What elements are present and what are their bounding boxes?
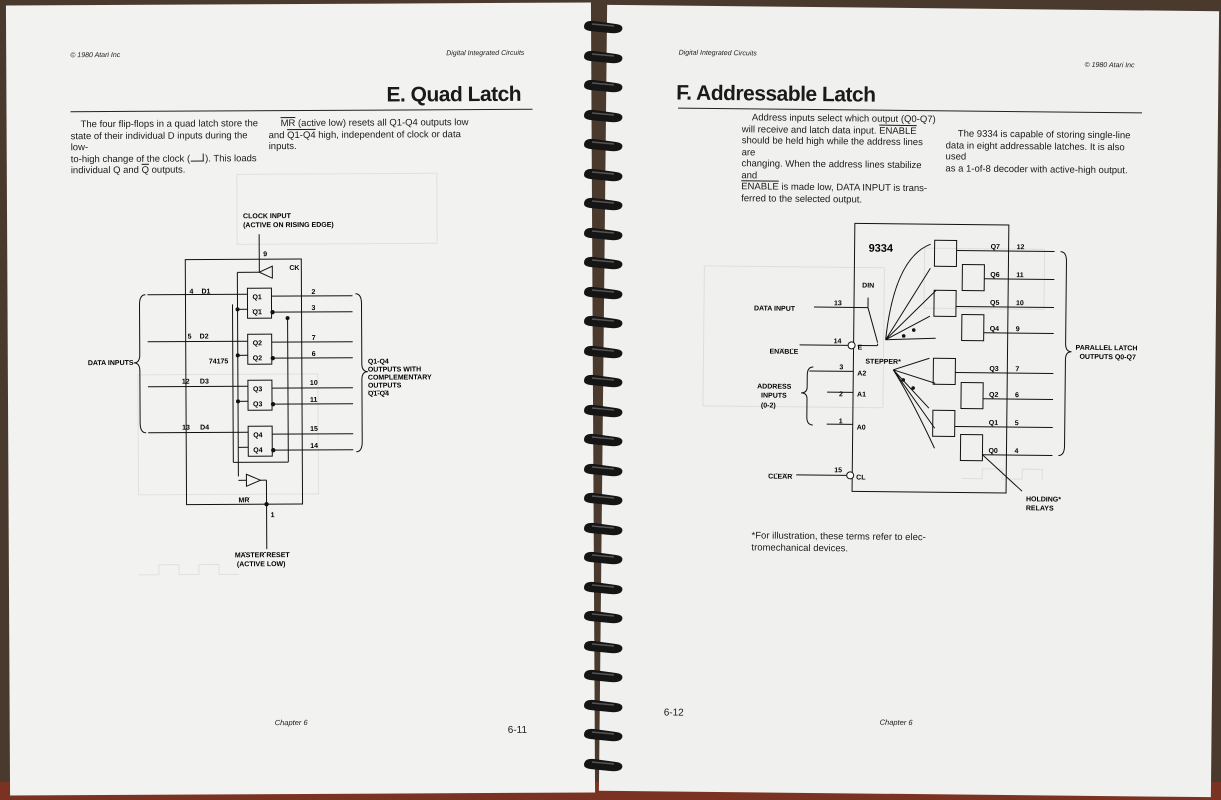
outputs-label-3: COMPLEMENTARY [367, 374, 432, 382]
pin-7: 7 [1015, 366, 1020, 374]
d2-name: D2 [199, 333, 209, 341]
pin-q4: 15 [310, 425, 318, 433]
holding-relays-label-2: RELAYS [1025, 505, 1054, 513]
pin-14: 14 [833, 338, 842, 346]
illustration-footnote: *For illustration, these terms refer to elec- tromechanical devices. [751, 530, 926, 554]
title-rule [70, 109, 532, 112]
binding-coil [580, 254, 628, 272]
pin-13: 13 [833, 300, 842, 308]
pin-9: 9 [1015, 326, 1020, 334]
section-title-quad-latch: E. Quad Latch [386, 82, 522, 107]
binding-coil [580, 608, 628, 626]
binding-coil [580, 225, 628, 243]
left-footer-chapter: Chapter 6 [274, 717, 308, 728]
binding-coil [580, 667, 628, 685]
q4-name: Q4 [253, 432, 263, 440]
clock-input-sublabel: (ACTIVE ON RISING EDGE) [243, 221, 334, 230]
cl-name: CL [856, 474, 866, 482]
stepper-label: STEPPER* [865, 358, 901, 366]
left-header-copyright: © 1980 Atari Inc [70, 51, 121, 60]
pin-4: 4 [1014, 448, 1019, 456]
pin-d4: 13 [182, 424, 190, 432]
pin-mr: 1 [270, 512, 275, 520]
binding-coil [580, 313, 628, 331]
binding-coil [580, 461, 628, 479]
binding-coil [580, 195, 628, 213]
binding-coil [580, 579, 628, 597]
left-page [6, 2, 595, 795]
addressable-latch-paragraph-2: The 9334 is capable of storing single-line data in eight addressable latches. It is also used as a 1-of-8 decoder with active-high output. [945, 128, 1131, 176]
pin-q1: 2 [311, 288, 316, 296]
right-footer-chapter: Chapter 6 [879, 717, 913, 728]
q4n-name: Q4 [253, 447, 263, 455]
binding-coil [580, 77, 628, 95]
address-label-2: INPUTS [761, 392, 787, 400]
q6-name: Q6 [990, 271, 1000, 279]
binding-coil [580, 136, 628, 154]
pin-5: 5 [1014, 420, 1019, 428]
q5-name: Q5 [989, 299, 1000, 307]
binding-coil [580, 107, 628, 125]
binding-coil [580, 431, 628, 449]
parallel-outputs-label-1: PARALLEL LATCH [1075, 344, 1138, 353]
q3-name: Q3 [989, 365, 999, 373]
pin-11: 11 [1016, 272, 1024, 280]
a1-name: A1 [857, 391, 867, 399]
outputs-label-5: Q1-Q4 [367, 390, 390, 398]
outputs-label-4: OUTPUTS [367, 382, 402, 390]
binding-coil [580, 638, 628, 656]
section-title-addressable-latch: F. Addressable Latch [676, 81, 876, 107]
binding-coil [580, 726, 628, 744]
q2-name: Q2 [252, 340, 263, 348]
pin-q4n: 14 [310, 442, 319, 450]
q1n-name: Q1 [252, 309, 262, 317]
spiral-binding [580, 8, 628, 788]
binding-coil [580, 166, 628, 184]
q7-name: Q7 [990, 243, 1000, 251]
binding-coil [580, 697, 628, 715]
pin-6: 6 [1015, 392, 1020, 400]
q0-name: Q0 [988, 447, 998, 455]
a2-name: A2 [857, 370, 867, 378]
clock-input-label: CLOCK INPUT [243, 213, 291, 221]
enable-pin-name: E [857, 344, 863, 352]
address-label-3: (0-2) [760, 402, 776, 410]
pin-d2: 5 [187, 333, 192, 341]
right-header-copyright: © 1980 Atari Inc [1084, 61, 1135, 70]
din-label: DIN [862, 282, 875, 290]
data-inputs-label: DATA INPUTS [87, 359, 134, 368]
pin-q1n: 3 [311, 304, 316, 312]
address-label-1: ADDRESS [757, 383, 792, 391]
binding-coil [580, 48, 628, 66]
quad-latch-paragraph-1: The four flip-flops in a quad latch store the state of their individual D inputs during the low- to-high change of the clock ( ). This loads individual Q and $\overline{Q}$ outputs. [70, 118, 259, 177]
addressable-latch-paragraph-1: Address inputs select which output (Q0-Q7) will receive and latch data input. ENABLE should be held high while the address lines are changing. When the address lines stabilize and ENABLE is made low, DATA INPUT is trans- ferred to the selected output. [741, 112, 936, 205]
right-page-number: 6-12 [663, 707, 684, 719]
right-header-book-title: Digital Integrated Circuits [678, 49, 757, 58]
q2n-name: Q2 [252, 355, 263, 363]
d4-name: D4 [200, 424, 210, 432]
left-header-book-title: Digital Integrated Circuits [446, 49, 525, 58]
pin-3: 3 [839, 364, 844, 372]
d3-name: D3 [199, 378, 209, 386]
parallel-outputs-label-2: OUTPUTS Q0-Q7 [1079, 353, 1136, 362]
binding-coil [580, 402, 628, 420]
data-input-label: DATA INPUT [753, 305, 796, 313]
pin-ck: 9 [263, 251, 268, 259]
chip-74175: 74175 [208, 358, 229, 366]
q3-name: Q3 [252, 386, 263, 394]
pin-15: 15 [834, 467, 843, 475]
binding-coil [580, 520, 628, 538]
holding-relays-label-1: HOLDING* [1025, 496, 1062, 504]
pin-1: 1 [838, 418, 843, 426]
addressable-latch-9334-schematic [742, 216, 1165, 530]
binding-coil [580, 549, 628, 567]
pin-q3: 10 [309, 379, 318, 387]
pin-12: 12 [1016, 244, 1025, 252]
left-page-number: 6-11 [507, 724, 528, 736]
d1-name: D1 [201, 288, 211, 296]
binding-coil [580, 756, 628, 774]
quad-latch-74175-schematic [67, 203, 469, 585]
q3n-name: Q3 [253, 401, 263, 409]
outputs-label-2: OUTPUTS WITH [367, 366, 422, 374]
master-reset-sublabel: (ACTIVE LOW) [236, 561, 286, 569]
q1-name: Q1 [988, 419, 999, 427]
binding-coil [580, 18, 628, 36]
binding-coil [580, 372, 628, 390]
pin-d1: 4 [189, 288, 194, 296]
pin-10: 10 [1015, 300, 1024, 308]
chip-9334: 9334 [868, 242, 894, 255]
right-page [599, 5, 1219, 797]
clear-label: CLEAR [768, 473, 793, 481]
pin-q2n: 6 [311, 350, 316, 358]
enable-label: ENABLE [769, 348, 799, 356]
mr-name: MR [238, 497, 250, 505]
pin-2: 2 [839, 391, 844, 399]
outputs-label-1: Q1-Q4 [367, 358, 389, 366]
binding-coil [580, 490, 628, 508]
binding-coil [580, 284, 628, 302]
pin-d3: 12 [181, 378, 190, 386]
pin-q3n: 11 [309, 396, 318, 404]
q4-name: Q4 [989, 325, 1000, 333]
pin-q2: 7 [311, 334, 316, 342]
q1-name: Q1 [252, 294, 262, 302]
binding-coil [580, 343, 628, 361]
ck-name: CK [289, 265, 300, 273]
q2-name: Q2 [989, 391, 999, 399]
a0-name: A0 [856, 424, 866, 432]
quad-latch-paragraph-2: $\overline{MR}$ (active low) resets all Q1-Q4 outputs low and Q1-Q4 high, independent of clock or data inputs. [268, 117, 469, 153]
master-reset-label: MASTER RESET [234, 552, 290, 560]
